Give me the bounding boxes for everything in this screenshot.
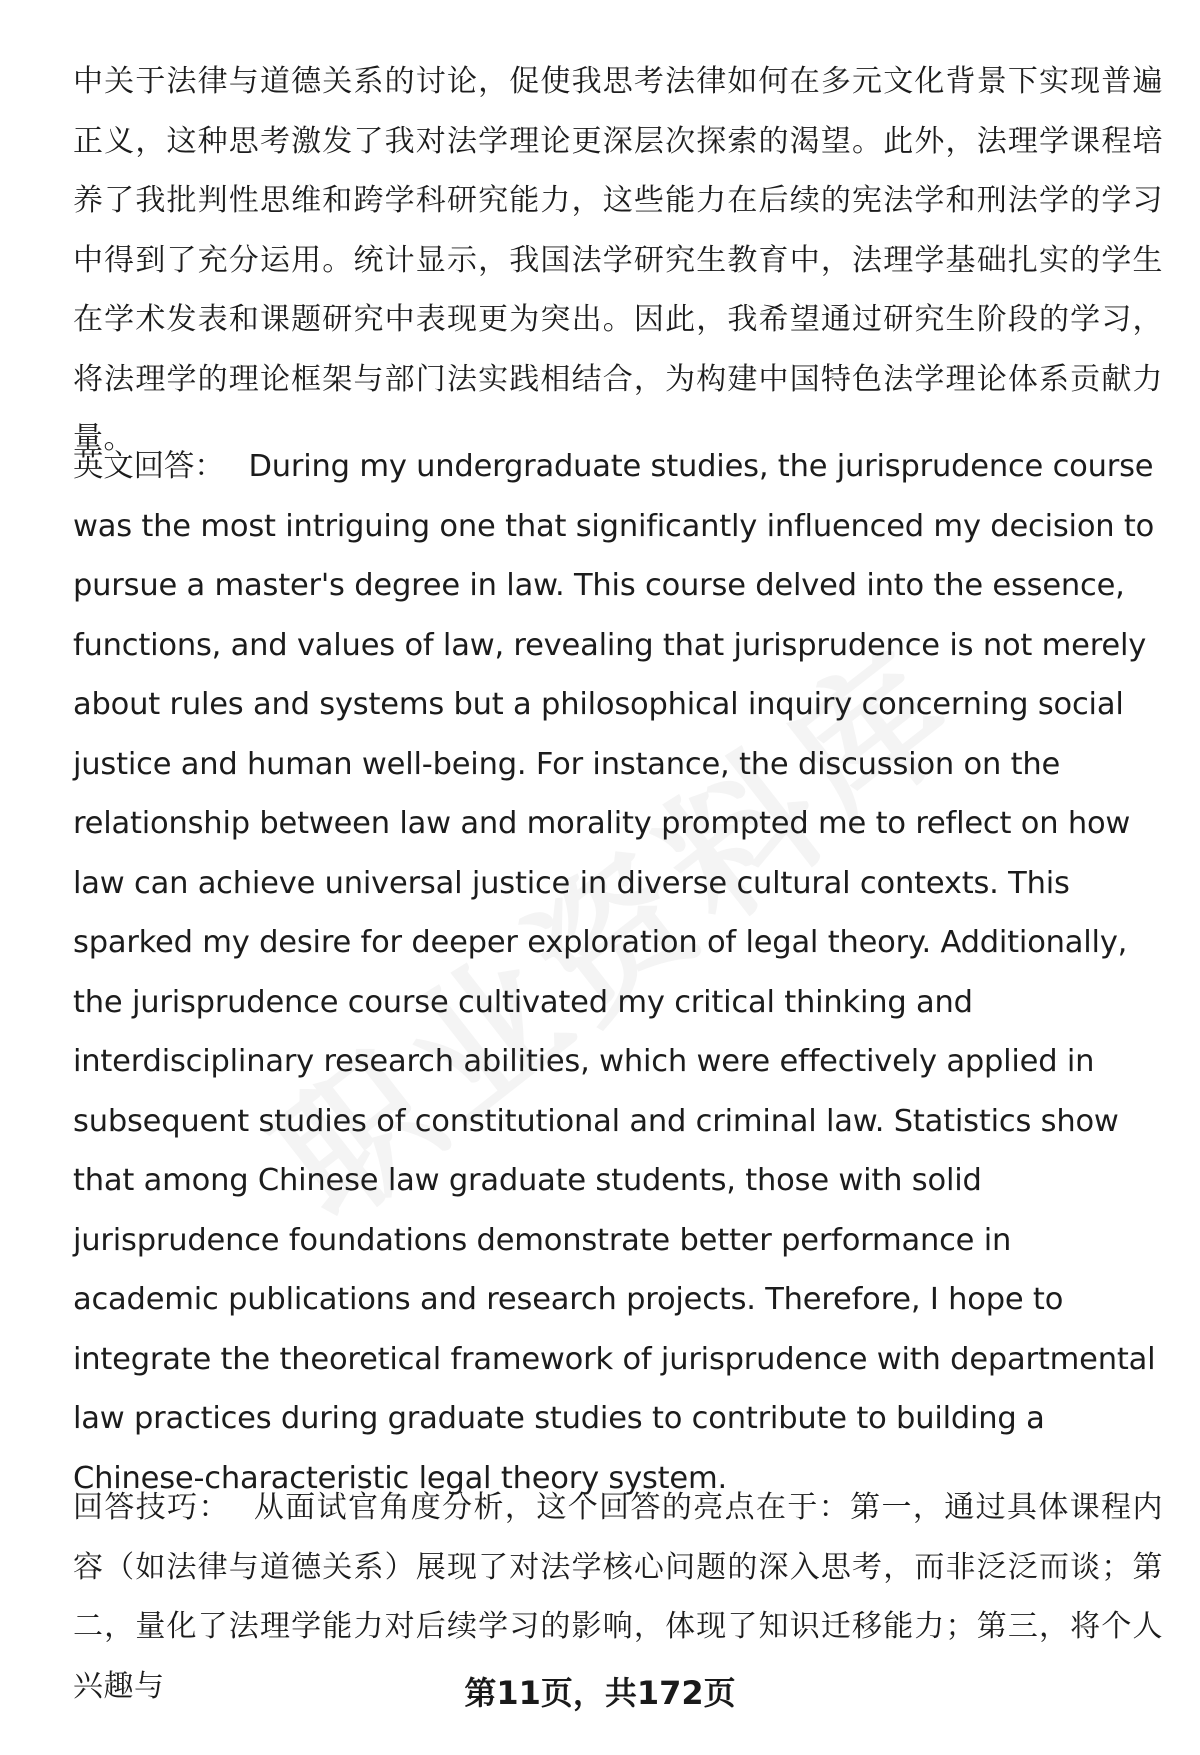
page-number-footer: 第11页，共172页	[464, 1674, 736, 1712]
english-answer-paragraph	[73, 437, 1163, 1508]
answer-tips-text: 从面试官角度分析，这个回答的亮点在于：第一，通过具体课程内容（如法律与道德关系）展现了对法学核心问题的深入思考，而非泛泛而谈；第二，量化了法理学能力对后续学习的影响，体现了知识迁移能力；第三，将个人兴趣与	[73, 1490, 1164, 1704]
answer-tips-label: 回答技巧：	[73, 1490, 230, 1525]
chinese-answer-paragraph: 中关于法律与道德关系的讨论，促使我思考法律如何在多元文化背景下实现普遍正义，这种思考激发了我对法学理论更深层次探索的渴望。此外，法理学课程培养了我批判性思维和跨学科研究能力，这些能力在后续的宪法学和刑法学的学习中得到了充分运用。统计显示，我国法学研究生教育中，法理学基础扎实的学生在学术发表和课题研究中表现更为突出。因此，我希望通过研究生阶段的学习，将法理学的理论框架与部门法实践相结合，为构建中国特色法学理论体系贡献力量。	[73, 64, 1163, 456]
english-answer-label: 英文回答：	[73, 449, 225, 484]
english-answer-text: During my undergraduate studies, the jurisprudence course was the most intriguing one that significantly influenced my decision to pursue a master's degree in law. This course delved into the essence, functions, and values of law, revealing that jurisprudence is not merely about rules and systems but a philosophical inquiry concerning social justice and human well-being. For instance, the discussion on the relationship between law and morality prompted me to reflect on how law can achieve universal justice in diverse cultural contexts. This sparked my desire for deeper exploration of legal theory. Additionally, the jurisprudence course cultivated my critical thinking and interdisciplinary research abilities, which were effectively applied in subsequent studies of constitutional and criminal law. Statistics show that among Chinese law graduate students, those with solid jurisprudence foundations demonstrate better performance in academic publications and research projects. Therefore, I hope to integrate the theoretical framework of jurisprudence with departmental law practices during graduate studies to contribute to building a Chinese-characteristic legal theory system.	[73, 449, 1156, 1496]
